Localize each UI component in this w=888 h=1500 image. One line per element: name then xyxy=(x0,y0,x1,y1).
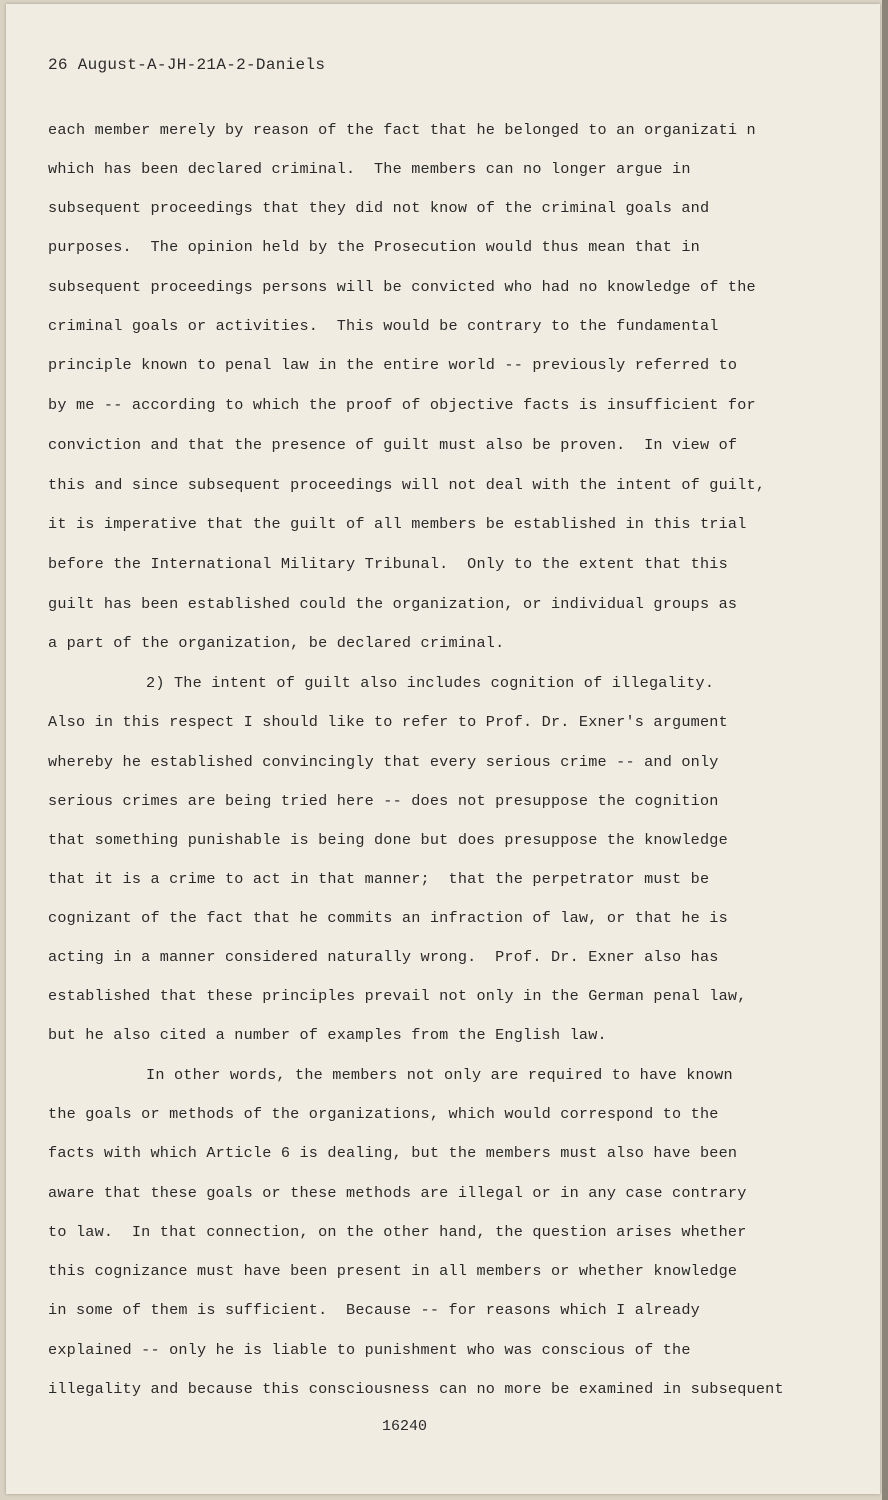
text-line: aware that these goals or these methods are illegal or in any case contrary xyxy=(48,1184,747,1202)
text-line: the goals or methods of the organizations, which would correspond to the xyxy=(48,1105,719,1123)
text-line: each member merely by reason of the fact that he belonged to an organizati n xyxy=(48,121,756,139)
text-line: established that these principles prevail not only in the German penal law, xyxy=(48,987,747,1005)
page-number: 16240 xyxy=(382,1418,428,1435)
text-line: a part of the organization, be declared criminal. xyxy=(48,634,505,652)
text-line: to law. In that connection, on the other hand, the question arises whether xyxy=(48,1223,747,1241)
text-line: whereby he established convincingly that every serious crime -- and only xyxy=(48,753,719,771)
text-line: criminal goals or activities. This would be contrary to the fundamental xyxy=(48,317,719,335)
text-line: by me -- according to which the proof of objective facts is insufficient for xyxy=(48,396,756,414)
text-line: this cognizance must have been present in all members or whether knowledge xyxy=(48,1262,738,1280)
text-line: it is imperative that the guilt of all members be established in this trial xyxy=(48,515,747,533)
text-line: In other words, the members not only are required to have known xyxy=(146,1066,733,1084)
page-edge xyxy=(882,0,888,1500)
text-line: conviction and that the presence of guilt must also be proven. In view of xyxy=(48,436,738,454)
text-line: but he also cited a number of examples from the English law. xyxy=(48,1026,607,1044)
document-page xyxy=(6,4,880,1494)
text-line: serious crimes are being tried here -- does not presuppose the cognition xyxy=(48,792,719,810)
text-line: subsequent proceedings that they did not know of the criminal goals and xyxy=(48,199,710,217)
text-line: in some of them is sufficient. Because -- for reasons which I already xyxy=(48,1301,700,1319)
text-line: guilt has been established could the organization, or individual groups as xyxy=(48,595,738,613)
text-line: before the International Military Tribunal. Only to the extent that this xyxy=(48,555,728,573)
text-line: 2) The intent of guilt also includes cognition of illegality. xyxy=(146,674,715,692)
text-line: illegality and because this consciousness can no more be examined in subsequent xyxy=(48,1380,784,1398)
text-line: this and since subsequent proceedings will not deal with the intent of guilt, xyxy=(48,476,766,494)
text-line: explained -- only he is liable to punishment who was conscious of the xyxy=(48,1341,691,1359)
text-line: that something punishable is being done but does presuppose the knowledge xyxy=(48,831,728,849)
text-line: Also in this respect I should like to refer to Prof. Dr. Exner's argument xyxy=(48,713,728,731)
text-line: purposes. The opinion held by the Prosecution would thus mean that in xyxy=(48,238,700,256)
page-header: 26 August-A-JH-21A-2-Daniels xyxy=(48,56,326,74)
text-line: subsequent proceedings persons will be convicted who had no knowledge of the xyxy=(48,278,756,296)
text-line: cognizant of the fact that he commits an infraction of law, or that he is xyxy=(48,909,728,927)
text-line: facts with which Article 6 is dealing, but the members must also have been xyxy=(48,1144,738,1162)
text-line: which has been declared criminal. The members can no longer argue in xyxy=(48,160,691,178)
text-line: principle known to penal law in the entire world -- previously referred to xyxy=(48,356,738,374)
text-line: that it is a crime to act in that manner; that the perpetrator must be xyxy=(48,870,710,888)
text-line: acting in a manner considered naturally wrong. Prof. Dr. Exner also has xyxy=(48,948,719,966)
